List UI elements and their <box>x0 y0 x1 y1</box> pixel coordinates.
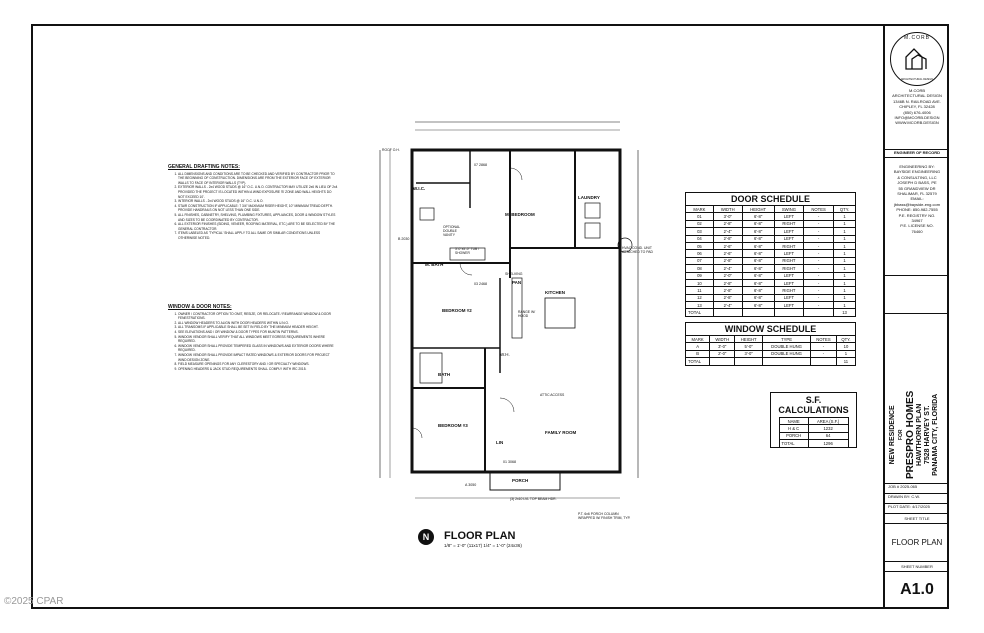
note-item: 4. SEE ELEVATIONS AND / OR WINDOW & DOOR TYPES FOR MUNTIN PATTERNS. <box>178 330 338 335</box>
door-schedule-body <box>686 213 856 316</box>
sheet-title: FLOOR PLAN <box>885 524 949 562</box>
note-item: 9. OPENING HEADERS & JACK STUD REQUIREMENTS SHALL COMPLY WITH IRC 2015. <box>178 367 338 372</box>
room-label-bath: BATH <box>438 372 451 377</box>
project-line-2: FOR <box>898 429 904 441</box>
sf-title-1: S.F. <box>805 395 822 405</box>
engineer-line: 55 GRANDVIEW DR <box>898 185 936 191</box>
door-swing <box>510 168 522 180</box>
door-schedule-cell: 1 <box>834 250 856 257</box>
kitchen-counter <box>512 278 522 338</box>
note-item: 2. EXTERIOR WALLS - 2x4 WOOD STUDS @ 16" O.C. U.N.O. CONTRACTOR MAY UTILIZE 2x6 IN LIEU OF 2x4 PROVIDED THE PROJECT IS LOCATED WITHIN A WIND EXPOSURE 'B' ZONE AND WALL HEIGHTS DO NOT EXCEED 10'. <box>178 185 338 199</box>
firm-line: INFO@MCORB.DESIGN <box>894 115 940 121</box>
sheet-number-label: SHEET NUMBER <box>885 562 949 572</box>
note-item: 5. ALL FINISHES, CABINETRY, SHELVING, PLUMBING FIXTURES, APPLIANCES, DOOR & WINDOW STYLES AND SIZES TO BE COORDINATED BY CONTRACTOR. <box>178 213 338 222</box>
door-schedule-cell: 1 <box>834 242 856 249</box>
door-schedule-cell: RIGHT <box>774 265 804 272</box>
window-schedule-header-cell: WIDTH <box>710 336 735 343</box>
sheet-number: A1.0 <box>900 581 934 598</box>
sf-title-2: CALCULATIONS <box>778 405 849 415</box>
door-schedule-cell: 6'-8" <box>742 235 774 242</box>
kitchen-island <box>545 298 575 328</box>
door-schedule-header-cell: QTY. <box>834 206 856 213</box>
door-schedule-cell: LEFT <box>774 213 804 220</box>
door-schedule-row <box>686 250 856 257</box>
engineer-line: ENGINEERING BY: <box>899 164 935 169</box>
firm-line: 1346B N. RAILROAD AVE. <box>893 98 941 104</box>
general-notes-list <box>168 172 338 241</box>
general-drafting-notes <box>168 165 338 241</box>
plot-date: PLOT DATE: 4/17/2025 <box>885 504 949 514</box>
window-notes-title: WINDOW & DOOR NOTES: <box>168 304 232 310</box>
floor-plan-drawing <box>360 108 660 528</box>
door-schedule-cell: 02 <box>686 220 714 227</box>
door-schedule-cell: 2'-4" <box>713 265 742 272</box>
door-mark-07: 07 2868 <box>474 163 487 167</box>
title-block <box>883 24 949 609</box>
door-schedule-cell: 1 <box>834 220 856 227</box>
door-schedule-cell: LEFT <box>774 228 804 235</box>
door-schedule-cell: 08 <box>686 265 714 272</box>
sf-total-label: TOTAL <box>779 440 808 447</box>
door-schedule-cell: 6'-8" <box>742 287 774 294</box>
house-logo-icon <box>904 47 930 71</box>
project-line-6: PANAMA CITY, FLORIDA <box>932 393 939 476</box>
window-schedule-body <box>686 343 856 365</box>
door-schedule-cell: 6'-8" <box>742 265 774 272</box>
firm-logo <box>890 32 944 86</box>
door-schedule-cell: 10 <box>686 279 714 286</box>
engineer-line: BAYSIDE ENGINEERING <box>893 169 941 175</box>
door-mark-03: 03 2468 <box>474 282 487 286</box>
door-schedule-header-cell: MARK <box>686 206 714 213</box>
engineer-block <box>885 158 949 276</box>
door-schedule-cell: 2'-0" <box>713 272 742 279</box>
door-schedule-cell: 6'-8" <box>742 220 774 227</box>
engineer-line: EMAIL: <box>910 196 924 202</box>
room-label-kitchen: KITCHEN <box>545 290 565 295</box>
window-mark-b: B 2030 <box>398 237 410 241</box>
sf-cell: H & C <box>779 425 808 432</box>
note-item: 6. ALL EXTERIOR FINISHES (SIDING, VENEER, ROOFING MATERIAL, ETC.) ARE TO BE SELECTED BY THE GENERAL CONTRACTOR. <box>178 222 338 231</box>
window-schedule-cell: 10 <box>836 343 855 350</box>
door-schedule-cell: 1 <box>834 302 856 309</box>
engineer-line: PHONE: 850-982-7555 <box>896 207 938 213</box>
project-line-3: PRESPRO HOMES <box>905 390 916 479</box>
door-schedule-total-label: TOTAL <box>686 309 714 316</box>
door-schedule-cell: - <box>804 257 834 264</box>
door-schedule-cell: - <box>804 294 834 301</box>
door-mark-01: 01 3068 <box>503 460 516 464</box>
door-schedule-total-row <box>686 309 856 316</box>
sf-total-row <box>779 440 848 447</box>
washer-fixture <box>585 203 600 218</box>
sf-cell: 64 <box>808 432 848 439</box>
sf-header-cell: AREA (S.F.) <box>808 418 848 425</box>
door-schedule-cell: 6'-8" <box>742 279 774 286</box>
bathtub-fixture <box>420 353 442 383</box>
room-label-shower: 3'-0"x5'-0" TUB / SHOWER <box>455 247 480 255</box>
door-schedule-cell <box>804 309 834 316</box>
door-schedule-header-cell: HEIGHT <box>742 206 774 213</box>
room-label-master-bath: M. BATH <box>425 262 444 267</box>
door-schedule-cell: 2'-8" <box>713 257 742 264</box>
callout-optional-vanity: OPTIONAL DOUBLE VANITY <box>443 225 461 237</box>
note-item: 5. WINDOW VENDOR SHALL VERIFY THAT ALL WINDOWS MEET EGRESS REQUIREMENTS WHERE REQUIRED. <box>178 335 338 344</box>
door-schedule-cell: 04 <box>686 235 714 242</box>
door-schedule-row <box>686 220 856 227</box>
engineer-header: ENGINEER OF RECORD <box>885 150 949 158</box>
door-schedule-cell: 01 <box>686 213 714 220</box>
door-schedule-total-value: 13 <box>834 309 856 316</box>
door-schedule-row <box>686 228 856 235</box>
door-schedule-row <box>686 257 856 264</box>
sf-cell: PORCH <box>779 432 808 439</box>
door-schedule-cell <box>774 309 804 316</box>
sf-header-row <box>779 418 848 425</box>
window-schedule-cell: - <box>810 350 836 357</box>
door-schedule-row <box>686 242 856 249</box>
door-schedule-cell: 2'-8" <box>713 294 742 301</box>
door-schedule-cell: 6'-8" <box>742 302 774 309</box>
door-schedule-row <box>686 272 856 279</box>
sf-row <box>779 425 848 432</box>
door-schedule-cell: 11 <box>686 287 714 294</box>
door-schedule-cell: 2'-8" <box>713 287 742 294</box>
room-label-bedroom-2: BEDROOM #2 <box>442 308 472 313</box>
room-label-master-bedroom: M. BEDROOM <box>505 212 535 217</box>
door-schedule-cell: 2'-8" <box>713 279 742 286</box>
window-schedule-table <box>685 322 856 366</box>
room-label-pantry: PAN <box>512 280 522 285</box>
project-line-5: 7528 HARVEY ST. <box>924 405 931 465</box>
window-schedule-cell: A <box>686 343 710 350</box>
door-schedule-cell: 05 <box>686 242 714 249</box>
window-schedule-cell: B <box>686 350 710 357</box>
door-schedule-cell: 2'-4" <box>713 228 742 235</box>
window-schedule-header-cell: QTY. <box>836 336 855 343</box>
logo-mark: M.CORB <box>904 35 930 41</box>
firm-line: CHIPLEY, FL 32428 <box>899 104 935 110</box>
door-schedule-row <box>686 287 856 294</box>
door-schedule-cell: 07 <box>686 257 714 264</box>
door-schedule-cell: 1 <box>834 213 856 220</box>
sheet-title-label: SHEET TITLE <box>885 514 949 524</box>
engineer-line: 76460 <box>911 228 923 234</box>
note-item: 1. OWNER / CONTRACTOR OPTION TO OMIT, RESIZE, OR RELOCATE / REARRANGE WINDOW & DOOR FENESTRATIONS. <box>178 312 338 321</box>
door-schedule-cell: LEFT <box>774 272 804 279</box>
door-schedule-cell: 2'-8" <box>713 235 742 242</box>
door-schedule-row <box>686 302 856 309</box>
sf-cell: 1232 <box>808 425 848 432</box>
project-block <box>885 314 949 484</box>
engineer-line: jbbass@bayside-eng.com <box>893 201 941 207</box>
door-schedule-cell: 6'-8" <box>742 242 774 249</box>
room-label-bedroom-3: BEDROOM #3 <box>438 423 468 428</box>
door-schedule-cell: LEFT <box>774 250 804 257</box>
sf-calculations-box <box>770 392 857 448</box>
door-schedule-cell: 1 <box>834 228 856 235</box>
room-label-water-heater: W.H. <box>500 352 510 357</box>
door-schedule-cell: 1 <box>834 235 856 242</box>
door-schedule-cell: 2'-8" <box>713 220 742 227</box>
room-label-linen: LIN <box>496 440 504 445</box>
door-schedule-cell: - <box>804 272 834 279</box>
window-notes-list <box>168 312 338 372</box>
window-schedule-header-cell: NOTES <box>810 336 836 343</box>
dryer-fixture <box>585 223 600 238</box>
logo-ring-text: ARCHITECTURAL DESIGN <box>900 77 934 81</box>
door-schedule-cell: 6'-8" <box>742 294 774 301</box>
door-schedule-cell: 1 <box>834 279 856 286</box>
door-schedule-cell: RIGHT <box>774 242 804 249</box>
window-schedule-cell <box>735 358 763 365</box>
note-item: 3. ALL TRANSOMS IF APPLICABLE SHALL BE SET IN FIELD BY THE MINIMUM HEADER HEIGHT. <box>178 325 338 330</box>
job-number: JOB # 2025-065 <box>885 484 949 494</box>
firm-line: M.CORB <box>909 88 925 93</box>
window-door-notes <box>168 305 338 371</box>
door-schedule-cell: 3'-0" <box>713 213 742 220</box>
door-schedule-cell: 12 <box>686 294 714 301</box>
door-schedule-cell: - <box>804 242 834 249</box>
door-schedule-cell: - <box>804 287 834 294</box>
door-schedule-cell: 1 <box>834 287 856 294</box>
door-schedule-cell: 2'-4" <box>713 302 742 309</box>
firm-line: ARCHITECTURAL DESIGN <box>892 93 942 99</box>
door-schedule-row <box>686 213 856 220</box>
window-schedule-header-cell: MARK <box>686 336 710 343</box>
door-schedule-cell: 6'-8" <box>742 272 774 279</box>
room-label-porch: PORCH <box>512 478 529 483</box>
sf-total-value: 1296 <box>808 440 848 447</box>
door-schedule-cell: - <box>804 220 834 227</box>
engineer-line: P.E. LICENSE NO. <box>900 223 934 229</box>
door-schedule-header-row <box>686 206 856 213</box>
window-schedule-row <box>686 343 856 350</box>
window-schedule-cell: DOUBLE HUNG <box>763 350 811 357</box>
door-schedule-cell: 13 <box>686 302 714 309</box>
revision-block <box>885 276 949 314</box>
floor-plan-title: FLOOR PLAN <box>444 530 516 542</box>
engineer-line: & CONSULTING, LLC <box>897 174 937 180</box>
room-label-family-room: FAMILY ROOM <box>545 430 577 435</box>
door-schedule-cell: - <box>804 250 834 257</box>
door-schedule-cell: - <box>804 235 834 242</box>
window-schedule-total-label: TOTAL <box>686 358 710 365</box>
door-schedule-cell <box>713 309 742 316</box>
firm-address <box>885 88 949 126</box>
door-schedule-cell: 6'-8" <box>742 213 774 220</box>
drawn-by: DRAWN BY: C.W. <box>885 494 949 504</box>
door-schedule-cell: 6'-8" <box>742 228 774 235</box>
note-item: 2. ALL WINDOW HEADERS TO ALIGN WITH DOOR HEADERS WITHIN U.N.O. <box>178 321 338 326</box>
window-schedule-cell: 2'-0" <box>710 350 735 357</box>
window-schedule-title: WINDOW SCHEDULE <box>686 323 856 336</box>
door-schedule-table <box>685 192 856 317</box>
north-label: N <box>422 532 430 542</box>
door-schedule-cell: 1 <box>834 257 856 264</box>
door-schedule-cell: 1 <box>834 272 856 279</box>
firm-line: WWW.MCORB.DESIGN <box>895 120 939 126</box>
window-schedule-cell <box>810 358 836 365</box>
door-schedule-cell: - <box>804 279 834 286</box>
door-schedule-header-cell: WIDTH <box>713 206 742 213</box>
watermark: ©2025 CPAR <box>4 596 64 607</box>
door-schedule-cell: LEFT <box>774 279 804 286</box>
window-schedule-cell <box>710 358 735 365</box>
door-swing <box>500 398 514 412</box>
door-schedule-cell: RIGHT <box>774 257 804 264</box>
note-item: 6. WINDOW VENDOR SHALL PROVIDE TEMPERED GLASS IN WINDOWS AND EXTERIOR DOORS WHERE REQUIRED. <box>178 344 338 353</box>
sf-table <box>779 417 849 448</box>
door-schedule-cell: 1 <box>834 265 856 272</box>
general-notes-title: GENERAL DRAFTING NOTES: <box>168 164 240 170</box>
note-item: 7. WINDOW VENDOR SHALL PROVIDE IMPACT RATED WINDOWS & EXTERIOR DOORS FOR PROJECT WIND DESIGN ZONE. <box>178 353 338 362</box>
sf-header-cell: NAME <box>779 418 808 425</box>
window-schedule-cell: - <box>810 343 836 350</box>
window-mark-a: A 3050 <box>465 483 477 487</box>
project-line-4: HAWTHORN PLAN <box>916 403 923 466</box>
door-schedule-cell: 2'-6" <box>713 242 742 249</box>
window-schedule-cell: 1 <box>836 350 855 357</box>
engineer-line: SHALIMAR, FL 32579 <box>897 191 937 197</box>
door-schedule-cell: 1 <box>834 294 856 301</box>
door-schedule-row <box>686 235 856 242</box>
project-title <box>889 391 940 479</box>
room-label-wic: W.I.C. <box>413 186 426 191</box>
callout-hvac: HVAC COND. UNIT ATTACHED TO PAD <box>622 246 653 254</box>
door-schedule-cell: RIGHT <box>774 220 804 227</box>
note-item: 4. STAIR CONSTRUCTION IF APPLICABLE: 7 3/4" MAXIMUM RISER HEIGHT, 10" MINIMUM TREAD DEPTH. PROVIDE HANDRAILS ON NOT LESS THAN ONE SIDE. <box>178 204 338 213</box>
door-schedule-cell: LEFT <box>774 294 804 301</box>
door-schedule-row <box>686 294 856 301</box>
engineer-line: 34967 <box>911 218 923 224</box>
door-schedule-row <box>686 279 856 286</box>
door-schedule-title: DOOR SCHEDULE <box>686 193 856 206</box>
firm-line: (850) 676-4006 <box>903 109 931 115</box>
door-schedule-cell: RIGHT <box>774 287 804 294</box>
door-schedule-cell: - <box>804 265 834 272</box>
window-schedule-cell: 3'-0" <box>735 350 763 357</box>
callout-beam: (3) 2x10 LVL TOP BEAM HDR. <box>510 497 557 501</box>
toilet-fixture <box>420 208 434 220</box>
north-arrow-icon <box>418 529 434 545</box>
note-item: 1. ALL DIMENSIONS AND CONDITIONS ARE TO BE CHECKED AND VERIFIED BY CONTRACTOR PRIOR TO THE BEGINNING OF CONSTRUCTION. DIMENSIONS ARE FROM THE EXTERIOR FACE OF EXTERIOR WALLS TO FACE OF INTERIOR WALLS (TYP). <box>178 172 338 186</box>
door-schedule-cell: LEFT <box>774 302 804 309</box>
window-schedule-cell: 3'-0" <box>710 343 735 350</box>
firm-block <box>885 24 949 150</box>
callout-attic: ATTIC ACCESS <box>540 393 565 397</box>
door-schedule-cell: - <box>804 302 834 309</box>
door-schedule-header-cell: SWING <box>774 206 804 213</box>
note-item: 7. ITEMS LABELED AS 'TYPICAL' SHALL APPLY TO ALL SAME OR SIMILAR CONDITIONS UNLESS OTHERWISE NOTED. <box>178 231 338 240</box>
door-schedule-header-cell: NOTES <box>804 206 834 213</box>
door-schedule-cell: LEFT <box>774 235 804 242</box>
door-schedule-cell: - <box>804 228 834 235</box>
window-schedule-cell: 5'-0" <box>735 343 763 350</box>
window-schedule-row <box>686 350 856 357</box>
callout-porch-column: P.T. 6x6 PORCH COLUMN WRAPPED W/ FINISH TRIM, TYP. <box>578 512 631 520</box>
floor-plan-scale: 1/8" = 1'-0" (11x17) 1/4" = 1'-0" (24x36) <box>444 543 522 548</box>
door-schedule-cell: 03 <box>686 228 714 235</box>
window-schedule-header-cell: TYPE <box>763 336 811 343</box>
door-schedule-cell: 06 <box>686 250 714 257</box>
room-label-laundry: LAUNDRY <box>578 195 600 200</box>
door-schedule-cell: - <box>804 213 834 220</box>
engineer-line: P.E. REGISTRY NO. <box>898 212 936 218</box>
sf-row <box>779 432 848 439</box>
door-swing <box>460 263 472 275</box>
room-label-shelving: SHELVING <box>505 272 523 276</box>
note-item: 8. FIELD MEASURE OPENINGS FOR ANY CLERESTORY AND / OR SPECIALTY WINDOWS. <box>178 362 338 367</box>
door-schedule-cell: 09 <box>686 272 714 279</box>
door-schedule-cell: 2'-6" <box>713 250 742 257</box>
callout-roof-overhang: ROOF O.H. <box>382 148 400 152</box>
project-line-1: NEW RESIDENCE <box>889 405 896 465</box>
door-schedule-cell <box>742 309 774 316</box>
window-schedule-cell <box>763 358 811 365</box>
window-schedule-total-row <box>686 358 856 365</box>
window-schedule-cell: DOUBLE HUNG <box>763 343 811 350</box>
callout-range: RANGE W/ HOOD <box>518 310 536 318</box>
note-item: 3. INTERIOR WALLS - 2x4 WOOD STUDS @ 16" O.C. U.N.O. <box>178 199 338 204</box>
door-schedule-row <box>686 265 856 272</box>
engineer-line: JOSEPH D BASS, PE <box>897 180 937 186</box>
window-schedule-total-value: 11 <box>836 358 855 365</box>
window-schedule-header-cell: HEIGHT <box>735 336 763 343</box>
window-schedule-header-row <box>686 336 856 343</box>
door-schedule-cell: 6'-8" <box>742 250 774 257</box>
sf-body <box>779 425 848 447</box>
door-schedule-cell: 6'-8" <box>742 257 774 264</box>
